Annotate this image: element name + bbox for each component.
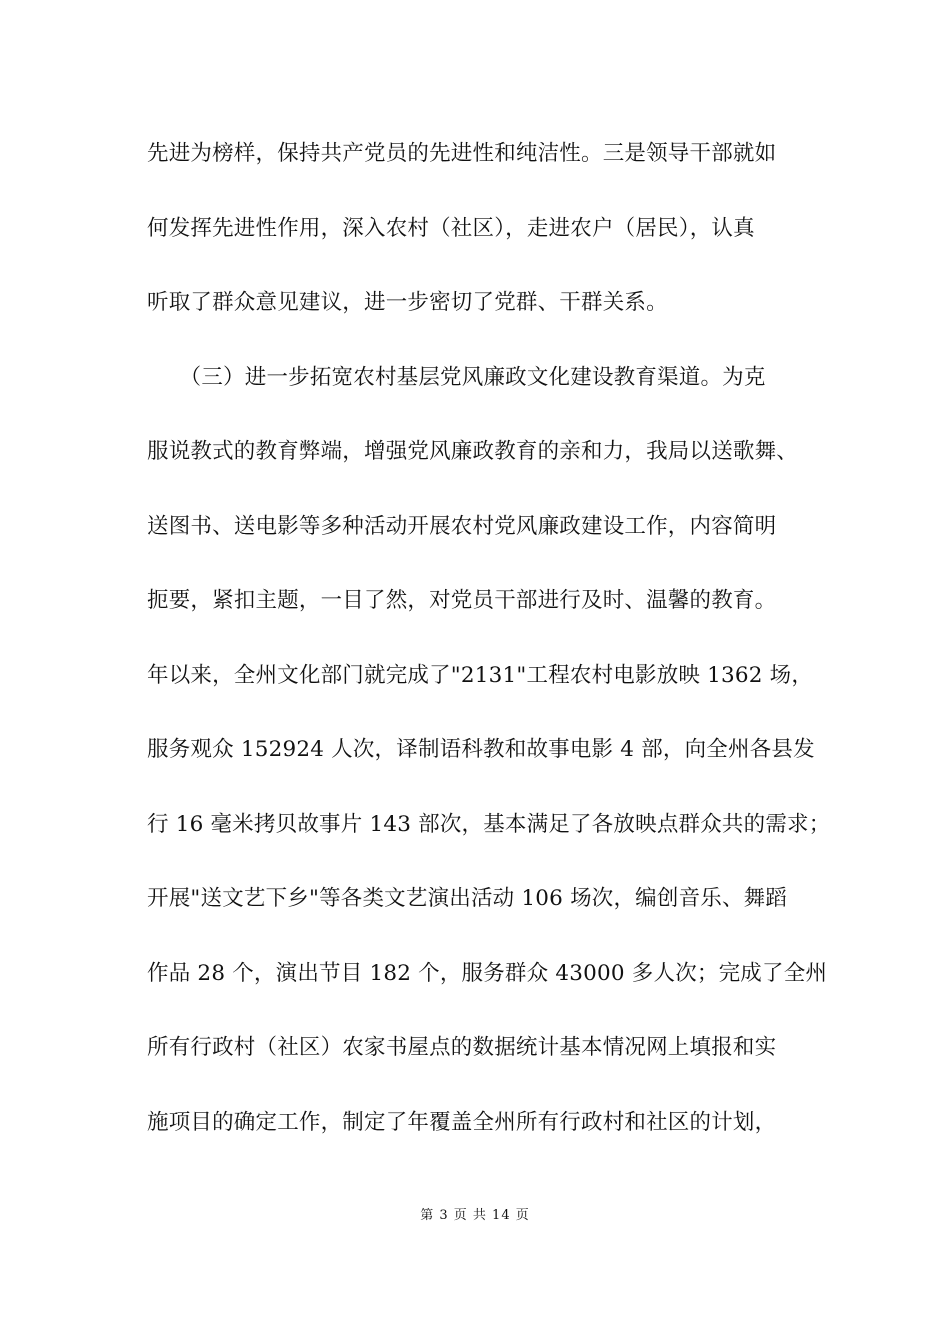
page-number-label: 第 3 页 共 14 页 [420, 1208, 530, 1223]
text-line-7: 扼要，紧扣主题，一目了然，对党员干部进行及时、温馨的教育。 [147, 588, 777, 613]
text-line-14: 施项目的确定工作，制定了年覆盖全州所有行政村和社区的计划， [147, 1109, 777, 1135]
page-footer [0, 1204, 950, 1223]
text-line-11: 开展"送文艺下乡"等各类文艺演出活动 106 场次，编创音乐、舞蹈 [147, 886, 788, 911]
text-line-13: 所有行政村（社区）农家书屋点的数据统计基本情况网上填报和实 [147, 1035, 777, 1060]
text-line-1: 先进为榜样，保持共产党员的先进性和纯洁性。三是领导干部就如 [147, 141, 777, 166]
text-line-12: 作品 28 个，演出节目 182 个，服务群众 43000 多人次；完成了全州 [147, 960, 828, 986]
text-line-9: 服务观众 152924 人次，译制语科教和故事电影 4 部，向全州各县发 [147, 737, 815, 762]
text-line-10: 行 16 毫米拷贝故事片 143 部次，基本满足了各放映点群众共的需求； [147, 811, 831, 837]
text-line-8: 年以来，全州文化部门就完成了"2131"工程农村电影放映 1362 场， [147, 662, 814, 688]
text-line-4: （三）进一步拓宽农村基层党风廉政文化建设教育渠道。为克 [147, 364, 766, 390]
text-line-3: 听取了群众意见建议，进一步密切了党群、干群关系。 [147, 290, 668, 315]
text-line-6: 送图书、送电影等多种活动开展农村党风廉政建设工作，内容简明 [147, 513, 777, 539]
text-line-2: 何发挥先进性作用，深入农村（社区），走进农户（居民），认真 [147, 215, 755, 241]
text-line-5: 服说教式的教育弊端，增强党风廉政教育的亲和力，我局以送歌舞、 [147, 439, 799, 464]
body-text [147, 132, 831, 1175]
